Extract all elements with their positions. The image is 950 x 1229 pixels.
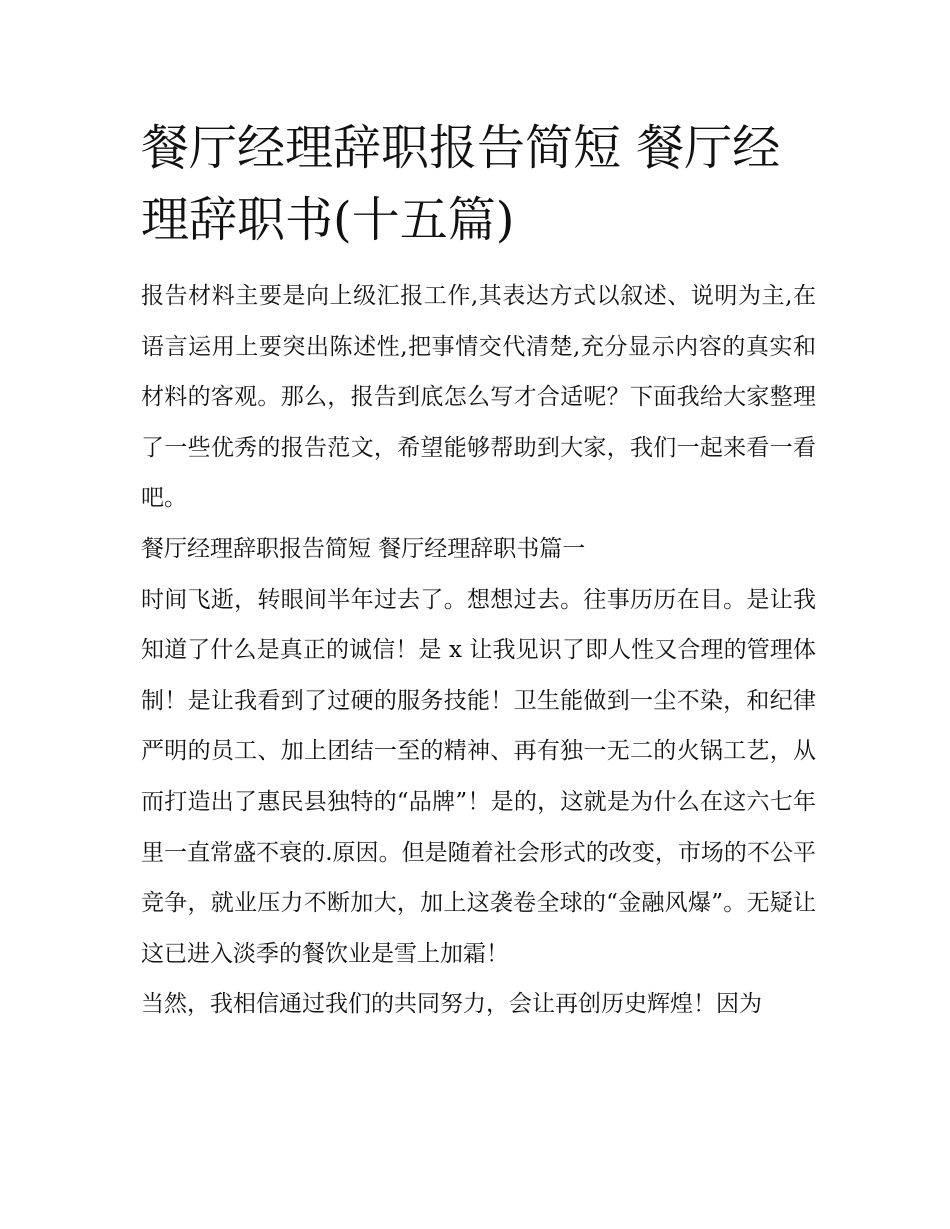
document-title: 餐厅经理辞职报告简短 餐厅经理辞职书(十五篇) [141,120,781,248]
document-body [141,271,816,1030]
section-heading: 餐厅经理辞职报告简短 餐厅经理辞职书篇一 [141,535,586,562]
body-paragraph-2: 当然，我相信通过我们的共同努力，会让再创历史辉煌！因为 [141,991,762,1018]
document-page [141,112,816,1030]
body-paragraph-1: 时间飞逝，转眼间半年过去了。想想过去。往事历历在目。是让我知道了什么是真正的诚信！是 x 让我见识了即人性又合理的管理体制！是让我看到了过硬的服务技能！卫生能做到一尘不染，和纪律严明的员工、加上团结一至的精神、再有独一无二的火锅工艺，从而打造出了惠民县独特的“品牌”！是的，这就是为什么在这六七年里一直常盛不衰的.原因。但是随着社会形式的改变，市场的不公平竞争，就业压力不断加大，加上这袭卷全球的“金融风爆”。无疑让这已进入淡季的餐饮业是雪上加霜！ [141,586,816,967]
intro-paragraph: 报告材料主要是向上级汇报工作,其表达方式以叙述、说明为主,在语言运用上要突出陈述性,把事情交代清楚,充分显示内容的真实和材料的客观。那么，报告到底怎么写才合适呢？下面我给大家整理了一些优秀的报告范文，希望能够帮助到大家，我们一起来看一看吧。 [141,283,816,512]
